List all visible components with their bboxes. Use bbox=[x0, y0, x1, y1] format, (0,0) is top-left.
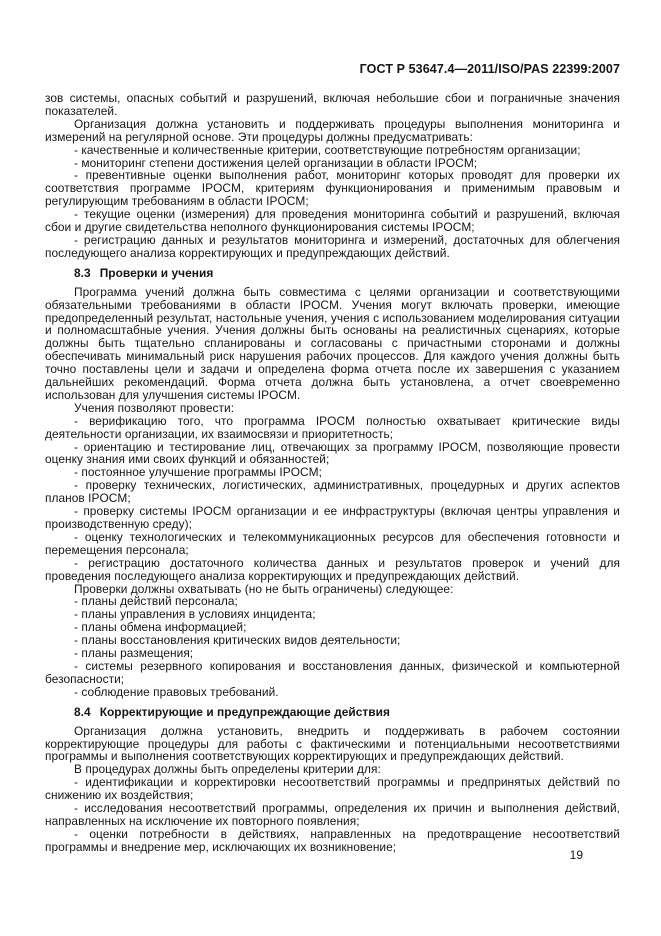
paragraph: Организация должна установить, внедрить и поддерживать в рабочем состоянии корректирующие процедуры для работы с фактическими и потенциальными несоответствиями программы и выполнения соответствующих корректирующих и предупреждающих действий. bbox=[45, 723, 620, 764]
list-item: - превентивные оценки выполнения работ, мониторинг которых проводят для проверки их соответствия программе IPOCM, критериям функционирования и применимым правовым и регулирующим требованиям в области IPOCM; bbox=[45, 168, 620, 209]
list-item: - идентификации и корректировки несоответствий программы и предпринятых действий по снижению их воздействия; bbox=[45, 775, 620, 803]
section-number: 8.4 bbox=[74, 704, 91, 719]
list-item: - мониторинг степени достижения целей организации в области IPOCM; bbox=[74, 155, 478, 170]
section-heading bbox=[45, 267, 620, 280]
list-item: - оценку технологических и телекоммуникационных ресурсов для обеспечения готовности и перемещения персонала; bbox=[45, 529, 620, 557]
list-item: - верификацию того, что программа IPOCM полностью охватывает критические виды деятельности организации, их взаимосвязи и приоритетность; bbox=[45, 413, 620, 441]
section-title: Проверки и учения bbox=[99, 265, 214, 280]
list-item: - текущие оценки (измерения) для проведения мониторинга событий и разрушений, включая сбои и другие свидетельства неполного функционирования системы IPOCM; bbox=[45, 207, 620, 235]
list-item: - исследования несоответствий программы, определения их причин и выполнения действий, направленных на исключение их повторного появления; bbox=[45, 801, 620, 828]
list-item: - планы действий персонала; bbox=[74, 594, 238, 609]
list-item: - проверку системы IPOCM организации и ее инфраструктуры (включая центры управления и производственную среду); bbox=[45, 504, 620, 531]
list-item: - системы резервного копирования и восстановления данных, физической и компьютерной безопасности; bbox=[45, 658, 620, 686]
paragraph: Программа учений должна быть совместима с целями организации и соответствующими обязательными требованиями в области IPOCM. Учения могут включать проверки, имеющие предопределенный результат, настольные учения, учения с использованием моделирования ситуации и полномасштабные учения. Учения должны быть основаны на реалистичных сценариях, которые должны быть тщательно спланированы и согласованы с причастными сторонами и должны обеспечивать минимальный риск нарушения рабочих процессов. Для каждого учения должны быть точно поставлены цели и задачи и определена форма отчета после их завершения с указанием дальнейших рекомендаций. Форма отчета должна быть установлена, а отчет своевременно использован для улучшения системы IPOCM. bbox=[45, 284, 620, 402]
list-item: - соблюдение правовых требований. bbox=[74, 684, 279, 699]
list-item: - планы размещения; bbox=[74, 646, 194, 661]
section-number: 8.3 bbox=[74, 265, 91, 280]
paragraph: Организация должна установить и поддерживать процедуры выполнения мониторинга и измерений на регулярной основе. Эти процедуры должны предусматривать: bbox=[45, 116, 620, 144]
list-item: - регистрацию данных и результатов мониторинга и измерений, достаточных для облегчения последующего анализа корректирующих и предупреждающих действий. bbox=[45, 232, 620, 260]
list-item: - проверку технических, логистических, административных, процедурных и других аспектов планов IPOCM; bbox=[45, 478, 620, 506]
list-item: - оценки потребности в действиях, направленных на предотвращение несоответствий программы и внедрение мер, исключающих их возникновение; bbox=[45, 826, 620, 854]
paragraph: зов системы, опасных событий и разрушений, включая небольшие сбои и пограничные значения показателей. bbox=[45, 91, 620, 118]
paragraph: Проверки должны охватывать (но не быть ограничены) следующее: bbox=[74, 581, 454, 596]
list-item: - качественные и количественные критерии, соответствующие потребностям организации; bbox=[74, 142, 581, 157]
document-body bbox=[45, 92, 620, 854]
paragraph: Учения позволяют провести: bbox=[74, 400, 235, 415]
paragraph: В процедурах должны быть определены критерии для: bbox=[74, 762, 381, 777]
page-number: 19 bbox=[569, 848, 583, 862]
list-item: - постоянное улучшение программы IPOCM; bbox=[74, 465, 322, 480]
list-item: - планы обмена информацией; bbox=[74, 620, 247, 635]
list-item: - регистрацию достаточного количества данных и результатов проверок и учений для проведения последующего анализа корректирующих и предупреждающих действий. bbox=[45, 555, 620, 583]
section-title: Корректирующие и предупреждающие действия bbox=[99, 704, 390, 719]
section-heading bbox=[45, 706, 620, 719]
list-item: - ориентацию и тестирование лиц, отвечающих за программу IPOCM, позволяющие провести оценку знания ими своих функций и обязанностей; bbox=[45, 439, 620, 467]
list-item: - планы управления в условиях инцидента; bbox=[74, 607, 316, 622]
running-header: ГОСТ Р 53647.4—2011/ISO/PAS 22399:2007 bbox=[359, 62, 620, 76]
list-item: - планы восстановления критических видов деятельности; bbox=[74, 633, 401, 648]
